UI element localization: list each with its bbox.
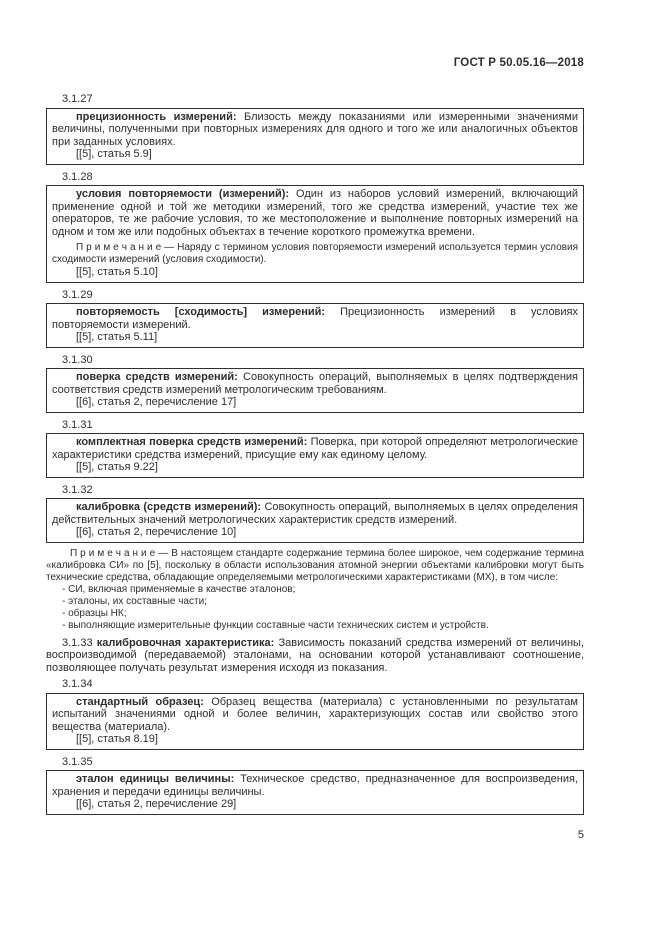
section-3-1-35	[46, 756, 584, 815]
term: калибровка (средств измерений):	[76, 501, 262, 513]
term: поверка средств измерений:	[76, 371, 238, 383]
term: калибровочная характеристика:	[92, 636, 275, 649]
section-3-1-29	[46, 289, 584, 348]
definition-paragraph	[52, 696, 578, 734]
term: повторяемость [сходимость] измерений:	[76, 306, 326, 318]
definition-box	[46, 303, 584, 348]
clause-number: 3.1.34	[62, 678, 93, 690]
definition-paragraph	[52, 306, 578, 331]
definition-box	[46, 368, 584, 413]
reference: [[5], статья 5.11]	[76, 331, 158, 343]
definition-text: Образец вещества (материала) с установленными по результатам испытаний значениями одной и более величин, характеризующих состав или свойство этого вещества (материала).	[52, 695, 578, 733]
definition-paragraph	[52, 436, 578, 461]
page-content	[46, 0, 584, 841]
note-list-item: - образцы НК;	[62, 607, 127, 619]
term: стандартный образец:	[76, 695, 204, 708]
document-header: ГОСТ Р 50.05.16—2018	[453, 57, 584, 69]
clause-number: 3.1.33	[62, 636, 93, 649]
clause-number: 3.1.29	[62, 288, 93, 301]
section-3-1-28	[46, 171, 584, 283]
reference: [[5], статья 5.9]	[76, 148, 152, 160]
clause-number: 3.1.27	[62, 93, 93, 105]
term: комплектная поверка средств измерений:	[76, 436, 308, 448]
reference: [[6], статья 2, перечисление 10]	[76, 526, 237, 538]
definition-text: Поверка, при которой определяют метрологические характеристики средства измерений, присущие ему как единому целому.	[52, 436, 578, 461]
reference: [[6], статья 2, перечисление 17]	[76, 396, 237, 408]
definition-box	[46, 433, 584, 478]
section-3-1-33-paragraph	[46, 637, 584, 675]
definition-box	[46, 498, 584, 543]
clause-number: 3.1.32	[62, 483, 93, 496]
definition-text: Совокупность операций, выполняемых в целях определения действительных значений метрологических характеристик средств измерений.	[52, 501, 578, 526]
note: П р и м е ч а н и е — Наряду с термином условия повторяемости измерений используется термин условия сходимости измерений (условия сходимости).	[52, 242, 578, 265]
definition-text: Прецизионность измерений в условиях повторяемости измерений.	[52, 306, 579, 331]
term: условия повторяемости (измерений):	[76, 188, 290, 200]
definition-box	[46, 185, 584, 283]
clause-number: 3.1.31	[62, 418, 93, 431]
note-after-box	[46, 548, 584, 632]
reference: [[6], статья 2, перечисление 29]	[76, 798, 237, 810]
clause-number: 3.1.28	[62, 170, 93, 183]
definition-paragraph	[52, 371, 578, 396]
reference: [[5], статья 5.10]	[76, 266, 158, 278]
note-list-item: - СИ, включая применяемые в качестве эталонов;	[62, 583, 296, 595]
reference: [[5], статья 9.22]	[76, 461, 158, 473]
term: эталон единицы величины:	[76, 773, 235, 785]
note-list-item: - эталоны, их составные части;	[62, 595, 207, 607]
section-3-1-30	[46, 354, 584, 413]
definition-box	[46, 693, 584, 750]
page-number: 5	[577, 828, 584, 841]
section-3-1-34	[46, 678, 584, 750]
definition-text: Совокупность операций, выполняемых в целях подтверждения соответствия средств измерений метрологическим требованиям.	[52, 371, 578, 396]
clause-number: 3.1.30	[62, 353, 93, 366]
definition-text: Один из наборов условий измерений, включающий применение одной и той же методики измерений, того же средства измерений, участие тех же операторов, те же рабочие условия, то же местоположение и выполнение повторных измерений на одном и том же или подобных объектах в течение короткого промежутка времени.	[52, 188, 578, 238]
definition-paragraph	[52, 111, 578, 149]
definition-paragraph	[52, 501, 578, 526]
definition-text: Техническое средство, предназначенное для воспроизведения, хранения и передачи единицы величины.	[52, 773, 579, 798]
clause-number: 3.1.35	[62, 755, 93, 768]
section-3-1-27	[46, 93, 584, 165]
reference: [[5], статья 8.19]	[76, 733, 158, 745]
section-3-1-31	[46, 419, 584, 478]
note-text: П р и м е ч а н и е — В настоящем стандарте содержание термина более широкое, чем содержание термина «калибровка СИ» по [5], поскольку в области использования атомной энергии объектами калибровки могут быть технические средства, обладающие определяемыми метрологическими характеристиками (МХ), в том числе:	[46, 547, 584, 583]
definition-paragraph	[52, 773, 578, 798]
definition-box	[46, 770, 584, 815]
section-3-1-32	[46, 484, 584, 632]
definition-paragraph	[52, 188, 578, 238]
note-list-item: - выполняющие измерительные функции составные части технических систем и устройств.	[62, 619, 489, 631]
definition-text: Близость между показаниями или измеренными значениями величины, полученными при повторных измерениях для одного и того же или аналогичных объектов при заданных условиях.	[52, 110, 578, 148]
definition-text: Зависимость показаний средства измерений от величины, воспроизводимой (передаваемой) эталонами, на основании которой устанавливают соотношение, позволяющее получать результат измерения исходя из показания.	[46, 636, 584, 674]
definition-box	[46, 108, 584, 165]
term: прецизионность измерений:	[76, 110, 237, 123]
